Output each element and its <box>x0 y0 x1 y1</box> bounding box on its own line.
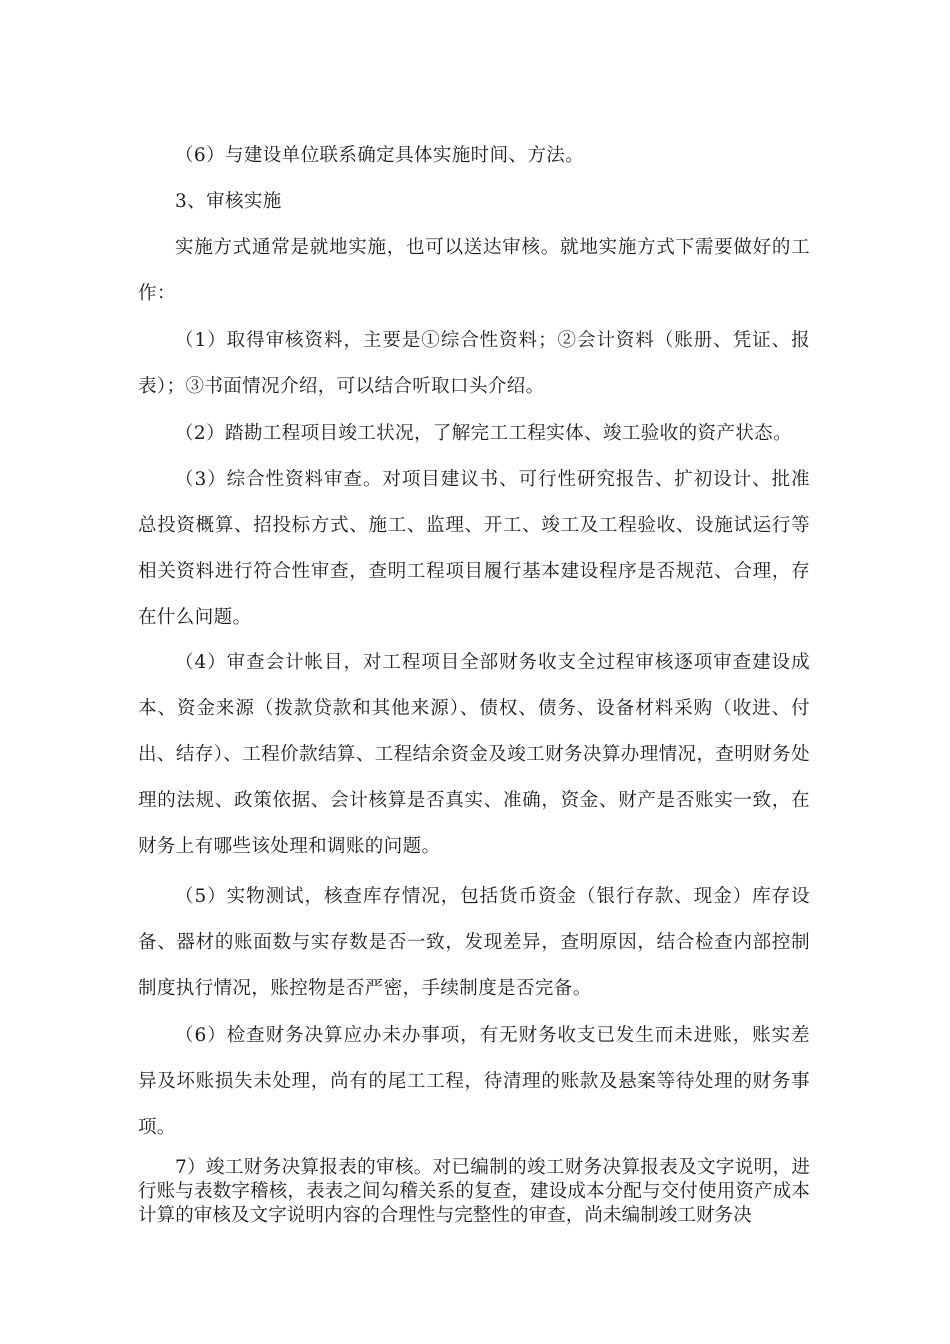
paragraph-item-5-physical-test: （5）实物测试，核查库存情况，包括货币资金（银行存款、现金）库存设备、器材的账面数与实存数是否一致，发现差异，查明原因，结合检查内部控制制度执行情况，账控物是否严密，手续制度是否完备。 <box>138 886 810 999</box>
paragraph-item-6-contact: （6）与建设单位联系确定具体实施时间、方法。 <box>175 145 585 166</box>
paragraph-item-7-report-review: 7）竣工财务决算报表的审核。对已编制的竣工财务决算报表及文字说明，进行账与表数字稽核，表表之间勾稽关系的复查，建设成本分配与交付使用资产成本计算的审核及文字说明内容的合理性与完整性的审查，尚未编制竣工财务决 <box>138 1157 810 1226</box>
paragraph-item-2-site-survey: （2）踏勘工程项目竣工状况，了解完工工程实体、竣工验收的资产状态。 <box>175 423 792 444</box>
section-heading-audit-implementation: 3、审核实施 <box>175 191 282 212</box>
paragraph-item-1-obtain-materials: （1）取得审核资料，主要是①综合性资料；②会计资料（账册、凭证、报表）；③书面情况介绍，可以结合听取口头介绍。 <box>138 330 810 397</box>
paragraph-item-3-comprehensive-review: （3）综合性资料审查。对项目建议书、可行性研究报告、扩初设计、批准总投资概算、招投标方式、施工、监理、开工、竣工及工程验收、设施试运行等相关资料进行符合性审查，查明工程项目履行基本建设程序是否规范、合理，存在什么问题。 <box>138 469 810 628</box>
paragraph-item-4-accounts-review: （4）审查会计帐目，对工程项目全部财务收支全过程审核逐项审查建设成本、资金来源（拨款贷款和其他来源）、债权、债务、设备材料采购（收进、付出、结存）、工程价款结算、工程结余资金及竣工财务决算办理情况，查明财务处理的法规、政策依据、会计核算是否真实、准确，资金、财产是否账实一致，在财务上有哪些该处理和调账的问题。 <box>138 652 810 857</box>
paragraph-implementation-method: 实施方式通常是就地实施，也可以送达审核。就地实施方式下需要做好的工作： <box>138 237 810 304</box>
paragraph-item-6-pending-items: （6）检查财务决算应办未办事项，有无财务收支已发生而未进账，账实差异及坏账损失未处理，尚有的尾工工程，待清理的账款及悬案等待处理的财务事项。 <box>138 1025 810 1138</box>
